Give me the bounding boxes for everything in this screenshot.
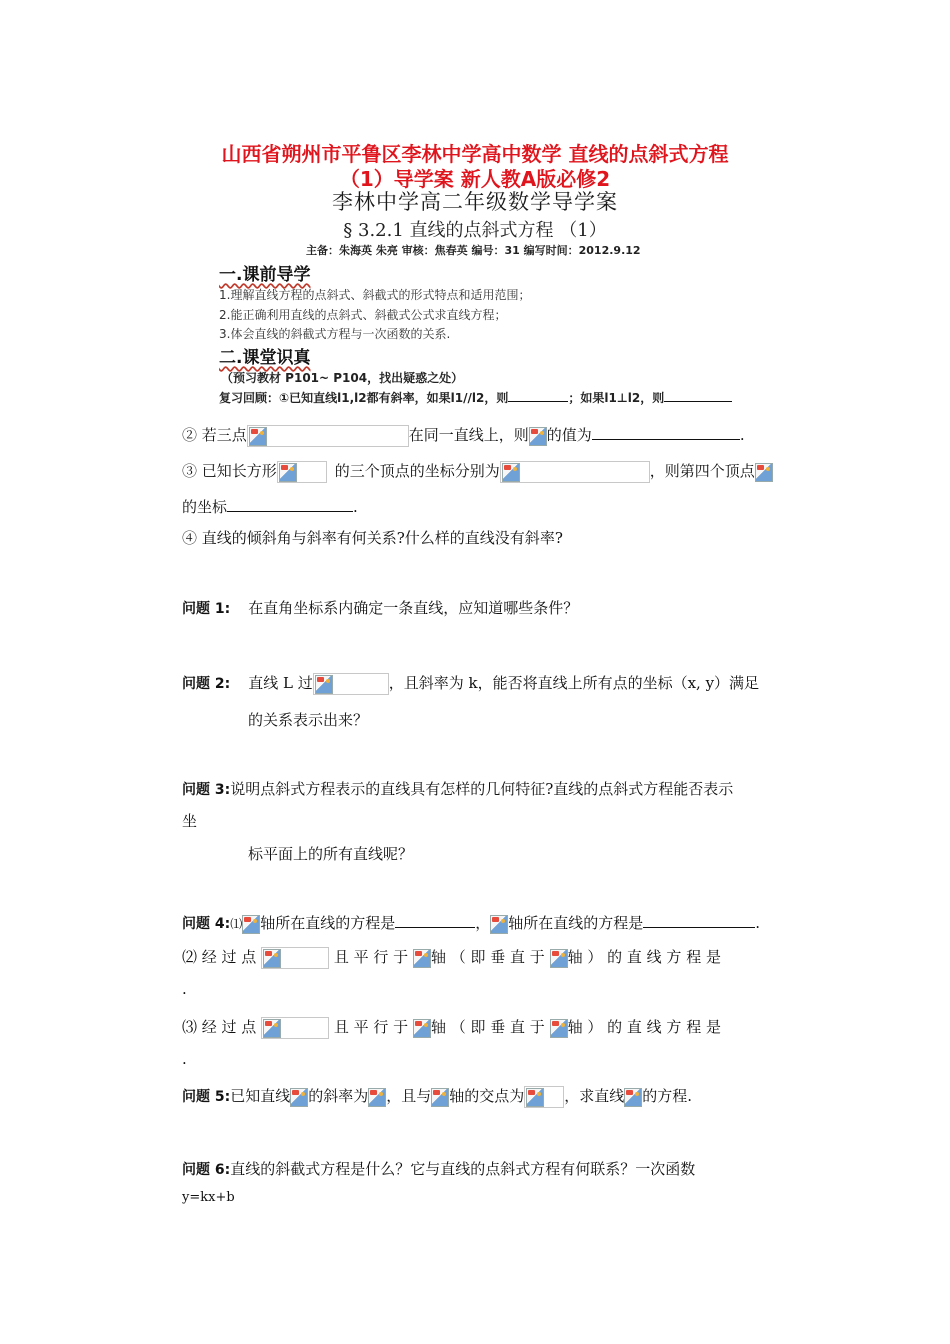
broken-image-icon — [526, 1088, 544, 1107]
question-3-cont: 标平面上的所有直线呢？ — [248, 845, 414, 863]
review-item-4: ④ 直线的倾斜角与斜率有何关系?什么样的直线没有斜率? — [182, 529, 563, 547]
formula-image — [524, 1086, 564, 1108]
broken-image-icon — [263, 1019, 281, 1038]
broken-image-icon — [413, 1019, 431, 1038]
question-6-cont: y=kx+b — [182, 1190, 235, 1205]
question-4: 问题 4:⑴ 轴所在直线的方程是 ， 轴所在直线的方程是 . — [182, 914, 761, 932]
broken-image-icon — [550, 949, 568, 968]
question-4-2-end: . — [182, 980, 187, 998]
document-title-line1: 山西省朔州市平鲁区李林中学高中数学 直线的点斜式方程 — [221, 142, 729, 166]
document-title-line2: （1）导学案 新人教A版必修2 — [339, 167, 611, 191]
review-item-3: ③ 已知长方形 的三个顶点的坐标分别为 ，则第四个顶点 — [182, 460, 773, 483]
question-2-cont: 的关系表示出来？ — [248, 711, 369, 729]
author-meta: 主备：朱海英 朱亮 审核：焦春英 编号：31 编写时间：2012.9.12 — [306, 244, 641, 257]
broken-image-icon — [550, 1019, 568, 1038]
question-4-3-end: . — [182, 1050, 187, 1068]
question-4-3: ⑶ 经 过 点 且 平 行 于 轴 （ 即 垂 直 于 轴 ） 的 直 线 方 程 是 — [182, 1016, 721, 1039]
broken-image-icon — [315, 675, 333, 694]
formula-image — [261, 1017, 329, 1039]
broken-image-icon — [242, 915, 260, 934]
formula-image — [313, 673, 389, 695]
broken-image-icon — [368, 1088, 386, 1107]
broken-image-icon — [502, 463, 520, 482]
formula-image — [247, 425, 409, 447]
review-item-1: 复习回顾：①已知直线l1,l2都有斜率，如果l1//l2，则 ；如果l1⊥l2，则 — [219, 387, 732, 406]
broken-image-icon — [290, 1088, 308, 1107]
broken-image-icon — [279, 463, 297, 482]
question-4-2: ⑵ 经 过 点 且 平 行 于 轴 （ 即 垂 直 于 轴 ） 的 直 线 方 程 是 — [182, 946, 721, 969]
formula-image — [500, 461, 650, 483]
broken-image-icon — [263, 949, 281, 968]
question-3: 问题 3:说明点斜式方程表示的直线具有怎样的几何特征?直线的点斜式方程能否表示 — [182, 780, 734, 798]
broken-image-icon — [529, 427, 547, 446]
broken-image-icon — [755, 463, 773, 482]
review-item-2: ② 若三点 在同一直线上，则 的值为 . — [182, 424, 745, 447]
question-5: 问题 5:已知直线 的斜率为 ，且与 轴的交点为 ，求直线 的方程. — [182, 1085, 692, 1108]
broken-image-icon — [624, 1088, 642, 1107]
section1-heading: 一.课前导学 — [219, 265, 311, 285]
question-3-wrap: 坐 — [182, 812, 198, 830]
section2-heading: 二.课堂识真 — [219, 348, 311, 368]
broken-image-icon — [413, 949, 431, 968]
formula-image — [261, 947, 329, 969]
objective-item: 3.体会直线的斜截式方程与一次函数的关系. — [219, 327, 451, 341]
lesson-title: § 3.2.1 直线的点斜式方程 （1） — [343, 220, 607, 241]
question-6: 问题 6:直线的斜截式方程是什么？它与直线的点斜式方程有何联系？一次函数 — [182, 1160, 696, 1178]
objective-item: 2.能正确利用直线的点斜式、斜截式公式求直线方程； — [219, 308, 507, 322]
preview-note: （预习教材 P101~ P104，找出疑惑之处） — [221, 371, 464, 385]
school-title: 李林中学高二年级数学导学案 — [332, 190, 618, 214]
question-2: 问题 2: 直线 L 过 ，且斜率为 k，能否将直线上所有点的坐标（x, y）满足 — [182, 672, 759, 695]
broken-image-icon — [249, 427, 267, 446]
broken-image-icon — [431, 1088, 449, 1107]
formula-image — [277, 461, 327, 483]
broken-image-icon — [490, 915, 508, 934]
review-item-3-cont: 的坐标 . — [182, 498, 358, 516]
objective-item: 1.理解直线方程的点斜式、斜截式的形式特点和适用范围； — [219, 288, 531, 302]
question-1: 问题 1: 在直角坐标系内确定一条直线，应知道哪些条件？ — [182, 599, 579, 617]
